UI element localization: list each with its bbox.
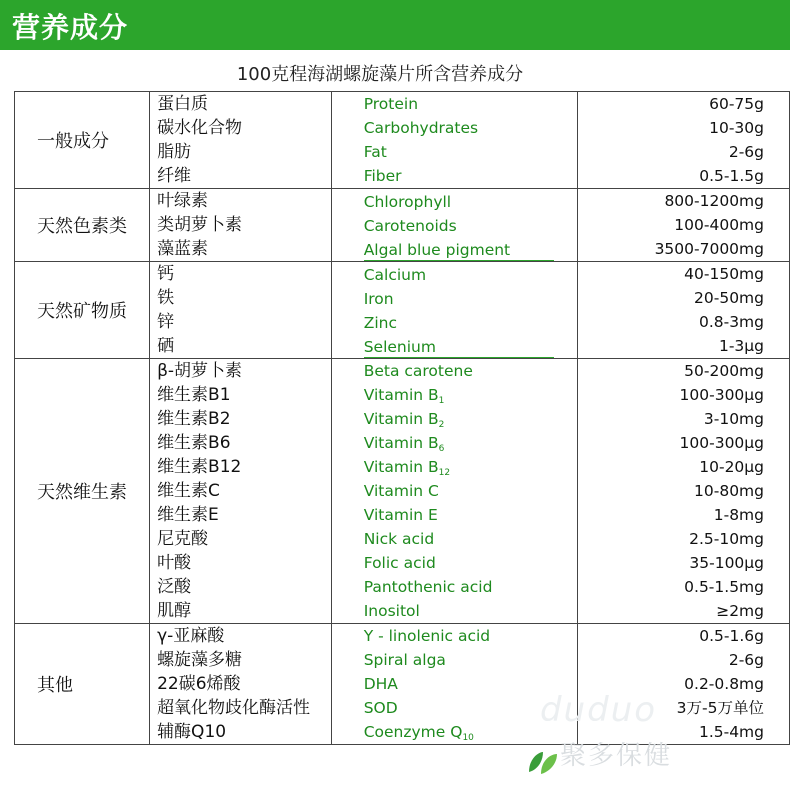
- nutrient-english-name: [364, 287, 577, 311]
- nutrient-english-name: [364, 575, 577, 599]
- category-label: 天然矿物质: [37, 301, 127, 322]
- category-label: 天然维生素: [37, 482, 127, 503]
- nutrient-value: 100-300μg: [679, 434, 764, 452]
- value-cell: [577, 189, 789, 262]
- nutrient-value: 10-30g: [709, 119, 764, 137]
- category-cell: [15, 262, 150, 359]
- subscript-text: 12: [438, 468, 451, 478]
- nutrient-english-name: [364, 479, 577, 503]
- nutrient-chinese-name: 碳水化合物: [157, 118, 243, 138]
- nutrient-english-name: [364, 455, 577, 479]
- english-name-text: Carbohydrates: [363, 119, 479, 137]
- english-name-text: Beta carotene: [363, 362, 473, 380]
- nutrient-chinese-name: 硒: [157, 336, 175, 356]
- nutrient-value: 60-75g: [709, 95, 764, 113]
- english-name-text: Folic acid: [363, 554, 436, 572]
- english-name-text: Carotenoids: [363, 216, 457, 235]
- english-name-text: SOD: [363, 699, 398, 717]
- nutrient-value: 1-8mg: [713, 506, 764, 524]
- nutrient-value: 3-10mg: [703, 410, 764, 428]
- nutrient-chinese-name: 22碳6烯酸: [157, 674, 241, 694]
- nutrient-chinese-name: 维生素E: [157, 505, 219, 525]
- category-label: 其他: [37, 675, 73, 696]
- category-cell: [15, 189, 150, 262]
- nutrient-value: 0.5-1.5g: [699, 167, 764, 185]
- english-name-text: Vitamin B: [363, 410, 439, 428]
- nutrient-chinese-name: 叶酸: [157, 553, 192, 573]
- english-name-text: Vitamin E: [363, 506, 438, 524]
- nutrient-english-name: [364, 431, 577, 455]
- nutrient-english-name: [364, 311, 577, 335]
- english-name-cell: [331, 262, 577, 359]
- nutrient-chinese-name: 锌: [157, 312, 175, 332]
- table-group-row: [15, 189, 790, 262]
- nutrient-english-name: [364, 648, 577, 672]
- nutrient-chinese-name: 钙: [157, 264, 175, 284]
- nutrient-english-name: [364, 599, 577, 623]
- watermark-text: 聚多保健: [560, 741, 673, 771]
- english-name-text: Y - linolenic acid: [363, 627, 491, 645]
- nutrient-value: 20-50mg: [694, 289, 764, 307]
- chinese-name-cell: [150, 189, 332, 262]
- english-name-text: Fat: [363, 143, 387, 161]
- nutrient-english-name: [364, 263, 577, 287]
- subscript-text: 2: [438, 420, 445, 430]
- english-name-cell: [331, 359, 577, 624]
- english-name-text: DHA: [363, 675, 398, 693]
- subscript-text: 6: [438, 444, 445, 454]
- english-name-text: Vitamin C: [363, 482, 439, 500]
- nutrient-chinese-name: 蛋白质: [157, 94, 209, 114]
- english-name-text: Chlorophyll: [363, 192, 452, 211]
- nutrient-english-name: [364, 116, 577, 140]
- leaf-icon: [527, 748, 559, 776]
- english-name-text: Protein: [363, 95, 419, 113]
- category-cell: [15, 624, 150, 745]
- nutrient-chinese-name: 铁: [157, 288, 175, 308]
- subscript-text: 10: [462, 733, 474, 743]
- table-subtitle: [0, 60, 790, 86]
- nutrient-chinese-name: 泛酸: [157, 577, 192, 597]
- nutrient-value: 10-20μg: [699, 458, 764, 476]
- nutrient-chinese-name: 超氧化物歧化酶活性: [157, 698, 311, 718]
- nutrient-value: ≥2mg: [716, 602, 764, 620]
- nutrient-chinese-name: 纤维: [157, 166, 192, 186]
- nutrient-english-name: [364, 214, 577, 238]
- nutrient-chinese-name: 螺旋藻多糖: [157, 650, 243, 670]
- english-name-text: Inositol: [363, 602, 420, 620]
- page-title: 营养成分: [12, 11, 129, 44]
- table-group-row: [15, 624, 790, 745]
- nutrient-english-name: [364, 383, 577, 407]
- value-cell: [577, 359, 789, 624]
- nutrient-value: 0.5-1.6g: [699, 627, 764, 645]
- english-name-text: Calcium: [363, 265, 427, 284]
- nutrient-value: 0.2-0.8mg: [684, 675, 764, 693]
- nutrient-chinese-name: 维生素B1: [157, 385, 231, 405]
- header-banner: [0, 0, 790, 50]
- chinese-name-cell: [150, 92, 332, 189]
- nutrient-chinese-name: β-胡萝卜素: [157, 361, 243, 381]
- nutrient-english-name: [364, 335, 577, 359]
- nutrient-chinese-name: 维生素B6: [157, 433, 231, 453]
- nutrient-english-name: [364, 359, 577, 383]
- nutrient-value: 100-400mg: [674, 216, 764, 234]
- nutrient-english-name: [364, 190, 577, 214]
- chinese-name-cell: [150, 262, 332, 359]
- english-name-text: Zinc: [363, 313, 397, 332]
- nutrient-chinese-name: 尼克酸: [157, 529, 209, 549]
- nutrient-value: 2-6g: [728, 143, 764, 161]
- english-name-cell: [331, 189, 577, 262]
- category-cell: [15, 359, 150, 624]
- category-label: 天然色素类: [37, 216, 127, 237]
- english-name-text: Vitamin B: [363, 458, 439, 476]
- english-name-cell: [331, 92, 577, 189]
- english-name-text: Spiral alga: [363, 651, 446, 669]
- nutrient-value: 1.5-4mg: [698, 723, 764, 741]
- nutrient-chinese-name: 维生素C: [157, 481, 220, 501]
- nutrient-value: 3万-5万单位: [676, 699, 764, 717]
- nutrient-value: 10-80mg: [694, 482, 764, 500]
- category-label: 一般成分: [37, 131, 109, 152]
- english-name-text: Algal blue pigment: [363, 240, 511, 259]
- nutrient-chinese-name: 类胡萝卜素: [157, 215, 243, 235]
- english-name-text: Vitamin B: [363, 386, 439, 404]
- nutrient-chinese-name: 肌醇: [157, 601, 192, 621]
- nutrient-english-name: [364, 503, 577, 527]
- nutrient-english-name: [364, 624, 577, 648]
- nutrient-chinese-name: 辅酶Q10: [157, 722, 227, 742]
- nutrient-english-name: [364, 238, 577, 262]
- nutrient-value: 100-300μg: [679, 386, 764, 404]
- nutrient-value: 0.8-3mg: [698, 313, 764, 331]
- nutrient-english-name: [364, 92, 577, 116]
- nutrient-chinese-name: γ-亚麻酸: [157, 626, 225, 646]
- nutrient-english-name: [364, 407, 577, 431]
- nutrient-value: 1-3μg: [718, 337, 764, 355]
- chinese-name-cell: [150, 624, 332, 745]
- nutrient-value: 50-200mg: [684, 362, 764, 380]
- nutrient-value: 2.5-10mg: [689, 530, 764, 548]
- value-cell: [577, 262, 789, 359]
- english-name-text: Pantothenic acid: [363, 578, 493, 596]
- nutrient-english-name: [364, 164, 577, 188]
- chinese-name-cell: [150, 359, 332, 624]
- nutrient-english-name: [364, 140, 577, 164]
- nutrient-value: 35-100μg: [689, 554, 764, 572]
- watermark-latin: duduo: [540, 690, 658, 730]
- nutrient-value: 0.5-1.5mg: [684, 578, 764, 596]
- nutrient-value: 2-6g: [728, 651, 764, 669]
- table-group-row: [15, 262, 790, 359]
- nutrient-chinese-name: 脂肪: [157, 142, 192, 162]
- nutrient-chinese-name: 叶绿素: [157, 191, 209, 211]
- nutrient-chinese-name: 维生素B2: [157, 409, 231, 429]
- table-group-row: [15, 359, 790, 624]
- nutrient-value: 800-1200mg: [664, 192, 764, 210]
- english-name-text: Selenium: [363, 337, 436, 356]
- subtitle-text: 100克程海湖螺旋藻片所含营养成分: [236, 64, 524, 85]
- english-name-text: Iron: [363, 289, 394, 308]
- nutrient-value: 40-150mg: [684, 265, 764, 283]
- nutrient-english-name: [364, 551, 577, 575]
- nutrient-english-name: [364, 527, 577, 551]
- nutrient-value: 3500-7000mg: [654, 240, 764, 258]
- table-group-row: [15, 92, 790, 189]
- nutrient-chinese-name: 藻蓝素: [157, 239, 209, 259]
- category-cell: [15, 92, 150, 189]
- english-name-text: Nick acid: [363, 530, 435, 548]
- nutrition-table: [14, 91, 790, 745]
- english-name-text: Vitamin B: [363, 434, 439, 452]
- english-name-text: Coenzyme Q: [363, 723, 463, 741]
- subscript-text: 1: [438, 396, 445, 406]
- english-name-text: Fiber: [363, 167, 402, 185]
- nutrient-chinese-name: 维生素B12: [157, 457, 242, 477]
- value-cell: [577, 92, 789, 189]
